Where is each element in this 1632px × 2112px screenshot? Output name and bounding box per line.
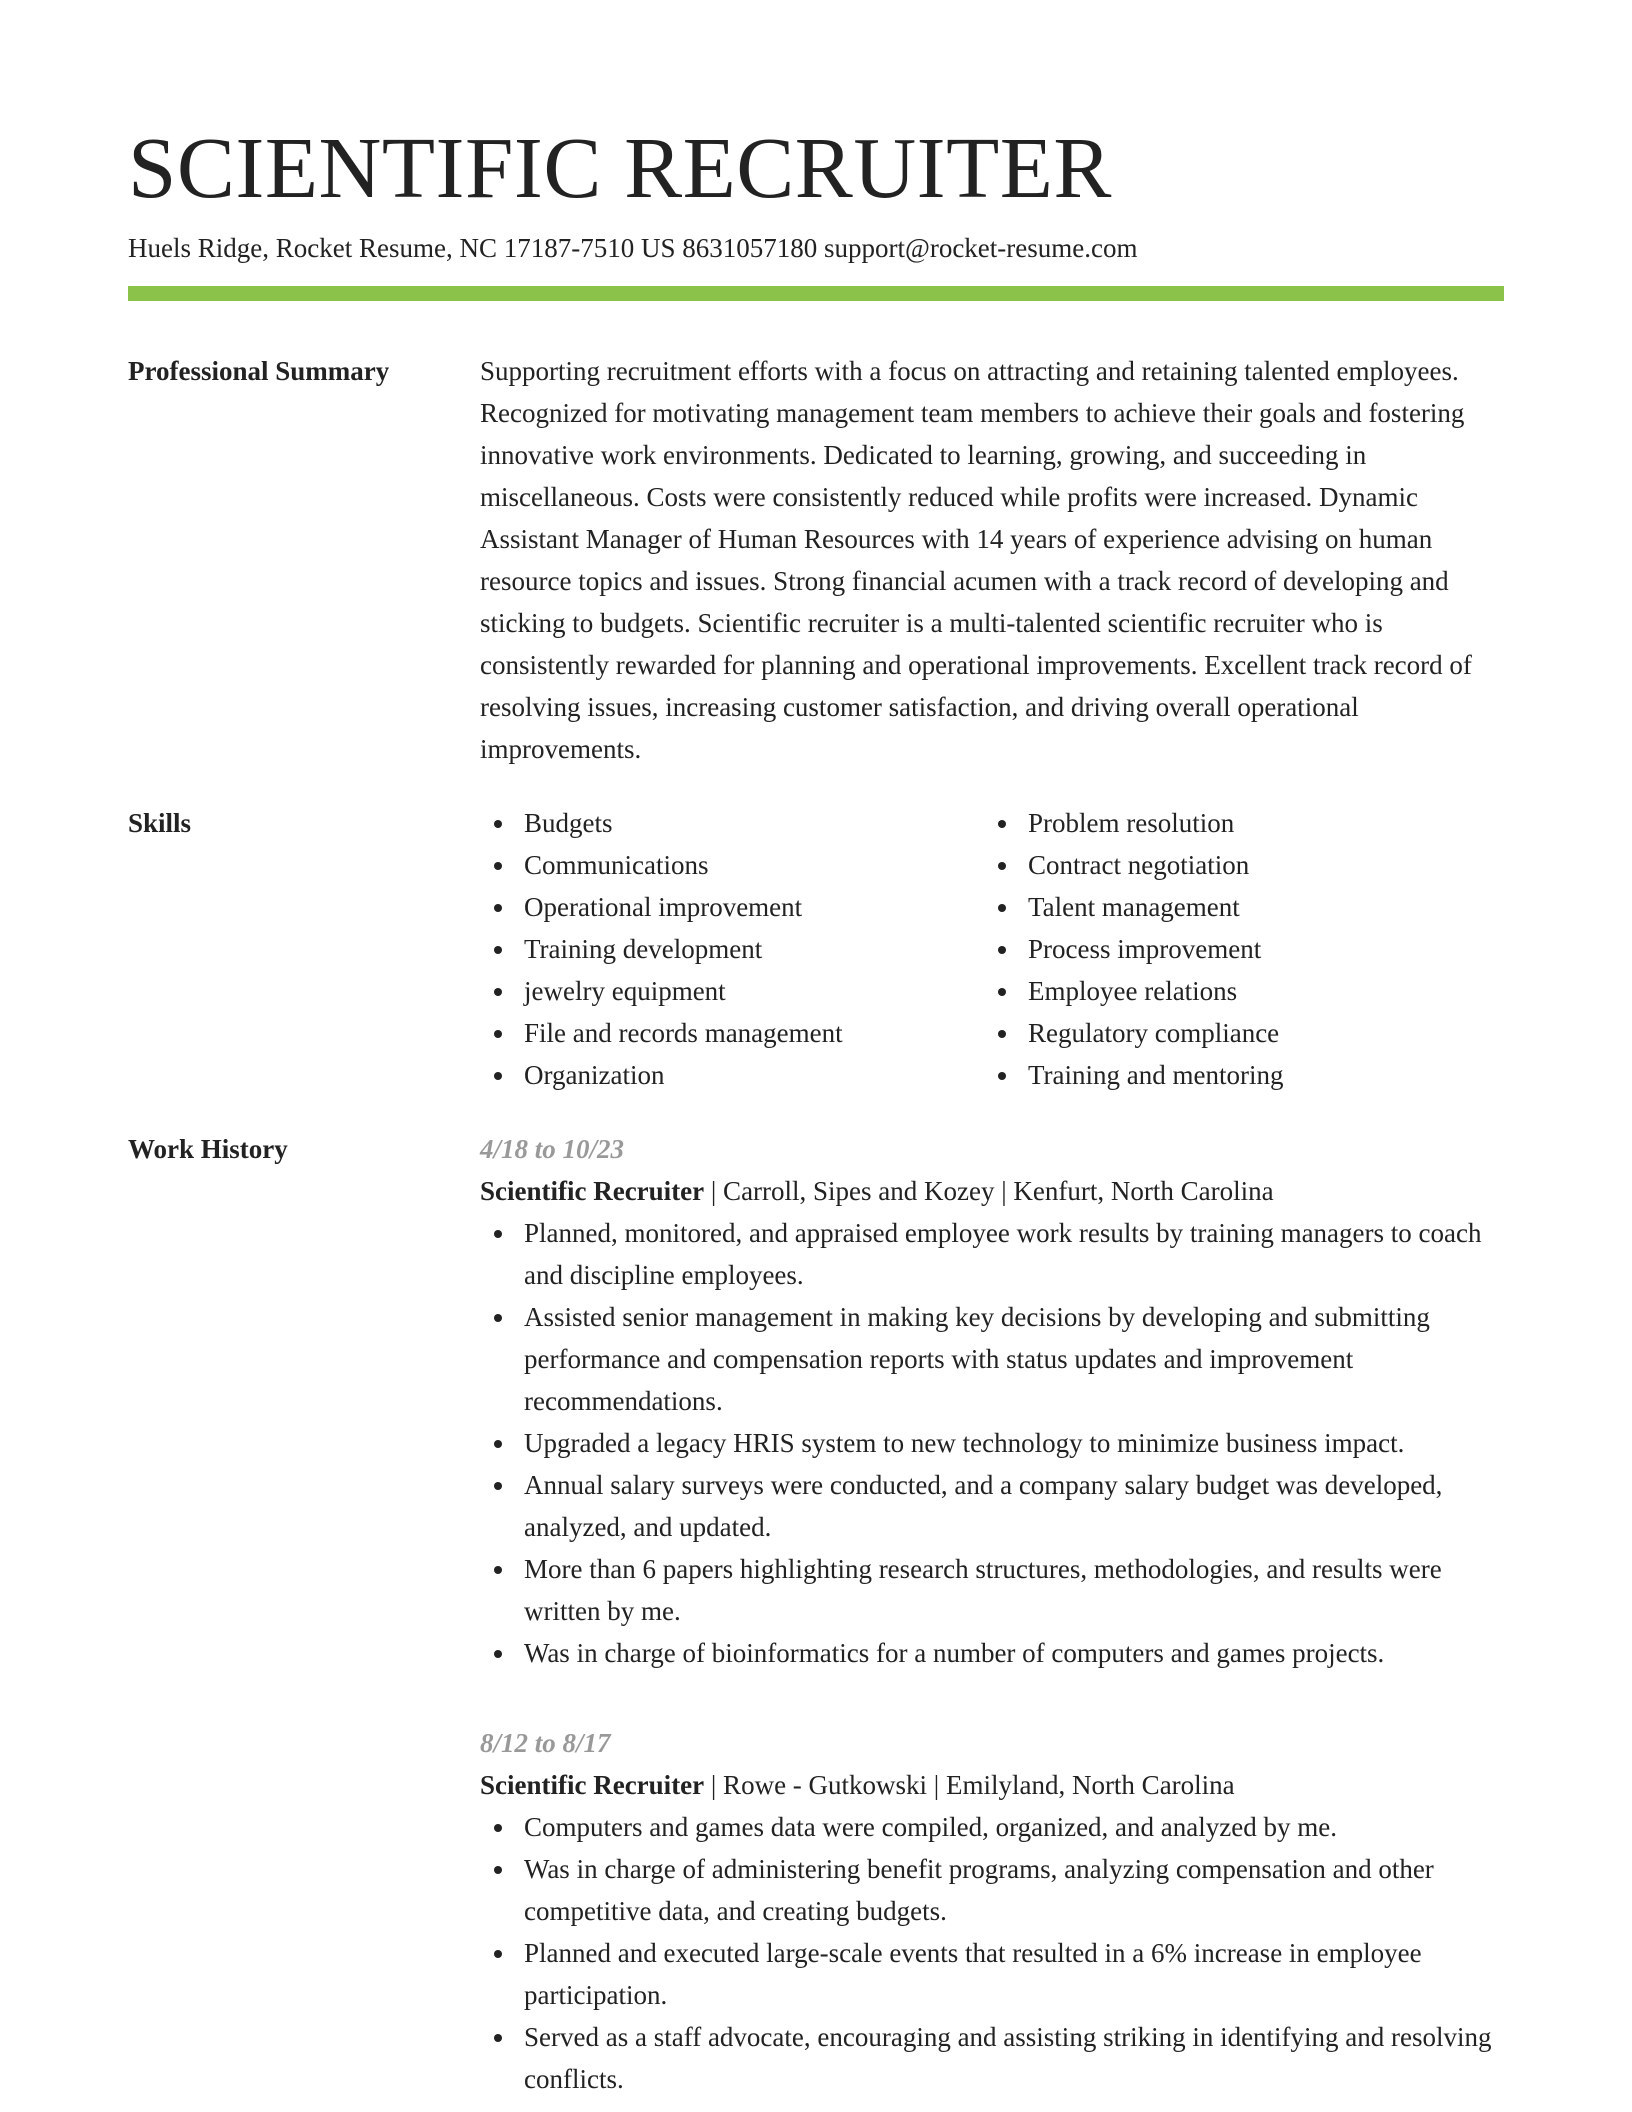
skill-item: Training development bbox=[480, 928, 960, 970]
skill-item: Process improvement bbox=[984, 928, 1464, 970]
skill-item: Training and mentoring bbox=[984, 1054, 1464, 1096]
job-company-location: | Carroll, Sipes and Kozey | Kenfurt, North Carolina bbox=[704, 1176, 1274, 1206]
job-duty: Upgraded a legacy HRIS system to new technology to minimize business impact. bbox=[480, 1422, 1504, 1464]
skills-section bbox=[480, 802, 1504, 1102]
job-duty: Planned, monitored, and appraised employee work results by training managers to coach and discipline employees. bbox=[480, 1212, 1504, 1296]
contact-info: Huels Ridge, Rocket Resume, NC 17187-7510 US 8631057180 support@rocket-resume.com bbox=[128, 233, 1138, 263]
job-company-location: | Rowe - Gutkowski | Emilyland, North Carolina bbox=[704, 1770, 1235, 1800]
job-duty: Served as a staff advocate, encouraging and assisting striking in identifying and resolving conflicts. bbox=[480, 2016, 1504, 2100]
skills-heading: Skills bbox=[128, 808, 192, 838]
job-duty: Annual salary surveys were conducted, and a company salary budget was developed, analyzed, and updated. bbox=[480, 1464, 1504, 1548]
job-heading bbox=[480, 1764, 1504, 1806]
skill-item: Problem resolution bbox=[984, 802, 1464, 844]
job-title: Scientific Recruiter bbox=[480, 1770, 705, 1800]
job-duty: More than 6 papers highlighting research structures, methodologies, and results were written by me. bbox=[480, 1548, 1504, 1632]
skill-item: File and records management bbox=[480, 1012, 960, 1054]
skill-item: jewelry equipment bbox=[480, 970, 960, 1012]
job-heading bbox=[480, 1170, 1504, 1212]
job-duty: Was in charge of bioinformatics for a number of computers and games projects. bbox=[480, 1632, 1504, 1674]
summary-text: Supporting recruitment efforts with a focus on attracting and retaining talented employees. Recognized for motivating management team members to achieve their goals and fostering innovative work environments. Dedicated to learning, growing, and succeeding in miscellaneous. Costs were consistently reduced while profits were increased. Dynamic Assistant Manager of Human Resources with 14 years of experience advising on human resource topics and issues. Strong financial acumen with a track record of developing and sticking to budgets. Scientific recruiter is a multi-talented scientific recruiter who is consistently rewarded for planning and operational improvements. Excellent track record of resolving issues, increasing customer satisfaction, and driving overall operational improvements. bbox=[480, 356, 1472, 764]
job-duty: Assisted senior management in making key decisions by developing and submitting performance and compensation reports with status updates and improvement recommendations. bbox=[480, 1296, 1504, 1422]
job-entry bbox=[480, 1722, 1504, 2100]
skill-item: Employee relations bbox=[984, 970, 1464, 1012]
summary-heading: Professional Summary bbox=[128, 356, 390, 386]
skill-item: Contract negotiation bbox=[984, 844, 1464, 886]
job-dates: 8/12 to 8/17 bbox=[480, 1728, 611, 1758]
header-divider bbox=[128, 286, 1504, 301]
skills-column-left bbox=[480, 802, 960, 1096]
skill-item: Communications bbox=[480, 844, 960, 886]
skill-item: Talent management bbox=[984, 886, 1464, 928]
job-dates: 4/18 to 10/23 bbox=[480, 1134, 625, 1164]
skills-column-right bbox=[984, 802, 1464, 1096]
job-duty: Was in charge of administering benefit programs, analyzing compensation and other competitive data, and creating budgets. bbox=[480, 1848, 1504, 1932]
job-duty: Planned and executed large-scale events that resulted in a 6% increase in employee participation. bbox=[480, 1932, 1504, 2016]
work-history-heading: Work History bbox=[128, 1134, 288, 1164]
job-entry bbox=[480, 1128, 1504, 1674]
job-duties-list bbox=[480, 1806, 1504, 2100]
skills-list-right bbox=[984, 802, 1464, 1096]
job-duties-list bbox=[480, 1212, 1504, 1674]
summary-section bbox=[480, 350, 1504, 770]
skill-item: Organization bbox=[480, 1054, 960, 1096]
skill-item: Operational improvement bbox=[480, 886, 960, 928]
skill-item: Regulatory compliance bbox=[984, 1012, 1464, 1054]
skills-list-left bbox=[480, 802, 960, 1096]
job-duty: Computers and games data were compiled, organized, and analyzed by me. bbox=[480, 1806, 1504, 1848]
skill-item: Budgets bbox=[480, 802, 960, 844]
job-title: Scientific Recruiter bbox=[480, 1176, 705, 1206]
candidate-name: SCIENTIFIC RECRUITER bbox=[128, 119, 1112, 216]
